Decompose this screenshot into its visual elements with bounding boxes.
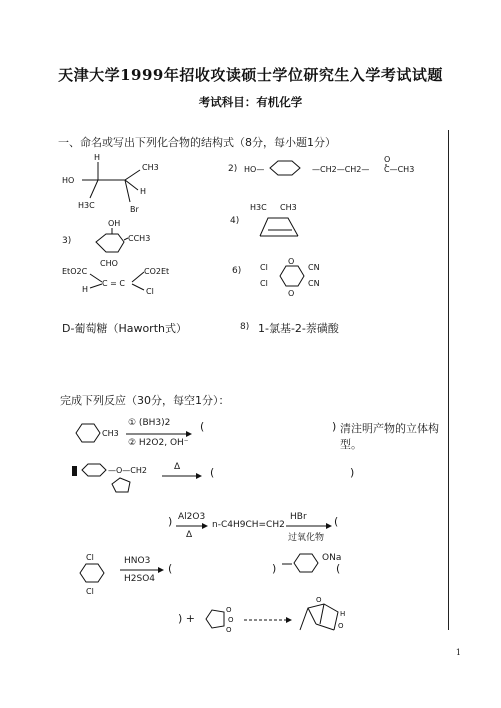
- reaction-3-reagent-d: HBr: [290, 512, 307, 522]
- reaction-1-reagent-a: ① (BH3)2: [128, 418, 171, 428]
- svg-text:CCH3: CCH3: [128, 234, 151, 243]
- reaction-4-blank: (: [168, 562, 173, 575]
- reaction-1-reactant: [72, 420, 122, 446]
- svg-text:H: H: [94, 153, 101, 162]
- reaction-5-open: ) +: [178, 612, 196, 625]
- reaction-3-open: ): [168, 515, 173, 528]
- margin-line: [448, 130, 449, 630]
- svg-text:CH3: CH3: [102, 429, 119, 438]
- reaction-3-reagent-b: Δ: [186, 530, 193, 540]
- section2-heading: 完成下列反应（30分，每空1分）：: [60, 394, 230, 407]
- reaction-2-reagent: Δ: [174, 462, 181, 472]
- svg-text:Cl: Cl: [260, 263, 268, 272]
- svg-text:HO—: HO—: [244, 165, 265, 174]
- svg-text:O: O: [228, 616, 234, 624]
- svg-text:Br: Br: [130, 205, 139, 214]
- reaction-3-arrow-2: [286, 522, 332, 530]
- svg-text:HO: HO: [62, 176, 75, 185]
- structure-6: [254, 256, 334, 296]
- item-2-number: 2): [228, 164, 238, 174]
- section1-heading: 一、命名或写出下列化合物的结构式（8分，每小题1分）: [58, 136, 336, 149]
- structure-2: [244, 156, 444, 182]
- svg-text:EtO2C: EtO2C: [62, 267, 88, 276]
- svg-text:H3C: H3C: [78, 201, 95, 210]
- reaction-4-reagent-a: HNO3: [124, 556, 151, 566]
- svg-text:O: O: [226, 626, 232, 634]
- reaction-5-dienophile: [200, 602, 240, 636]
- reaction-2-blank: (: [210, 466, 215, 479]
- svg-text:O: O: [288, 257, 295, 266]
- reaction-3-arrow-1: [176, 522, 208, 530]
- item-7-text: D-葡萄糖（Haworth式）: [62, 322, 187, 335]
- reaction-5-product: [294, 594, 354, 640]
- svg-text:O: O: [338, 622, 344, 630]
- item-8-number: 8): [240, 322, 250, 332]
- svg-text:—O—CH2: —O—CH2: [108, 466, 147, 475]
- svg-text:CHO: CHO: [100, 259, 118, 268]
- item-3-number: 3): [62, 236, 72, 246]
- svg-text:C = C: C = C: [102, 279, 125, 288]
- reaction-3-reagent-a: Al2O3: [178, 512, 206, 522]
- reaction-4-reagent-c: ONa: [322, 553, 342, 563]
- reaction-3-blank: (: [334, 515, 339, 528]
- svg-text:CH3: CH3: [280, 203, 297, 212]
- svg-text:CN: CN: [308, 279, 320, 288]
- structure-4: [248, 200, 318, 246]
- exam-title: 天津大学1999年招收攻读硕士学位研究生入学考试试题: [58, 66, 443, 84]
- reaction-4-arrow: [120, 566, 164, 574]
- svg-text:CH3: CH3: [142, 163, 159, 172]
- svg-text:O: O: [384, 155, 391, 164]
- reaction-1-blank: (: [200, 420, 205, 433]
- structure-1: [60, 150, 170, 215]
- reaction-1-reagent-b: ② H2O2, OH⁻: [128, 438, 189, 448]
- svg-text:H3C: H3C: [250, 203, 267, 212]
- reaction-3-reagent-e: 过氧化物: [288, 533, 325, 543]
- structure-5: [62, 262, 192, 300]
- reaction-2-reactant: [72, 458, 162, 494]
- reaction-3-intermediate: n-C4H9CH=CH2: [212, 520, 285, 530]
- reaction-1-blank-close: ): [332, 420, 337, 433]
- svg-text:O: O: [316, 596, 322, 604]
- svg-text:H: H: [140, 187, 147, 196]
- svg-text:Cl: Cl: [86, 553, 94, 562]
- svg-text:CO2Et: CO2Et: [144, 267, 170, 276]
- svg-text:O: O: [226, 606, 232, 614]
- reaction-4-blank-close: ): [272, 562, 277, 575]
- reaction-4-reactant: [70, 550, 110, 596]
- svg-text:—CH2—CH2—: —CH2—CH2—: [312, 165, 370, 174]
- svg-text:Cl: Cl: [86, 587, 94, 596]
- svg-text:CN: CN: [308, 263, 320, 272]
- item-8-text: 1-氯基-2-萘磺酸: [258, 322, 339, 335]
- section2-note: 清注明产物的立体构型。: [340, 422, 439, 451]
- svg-text:O: O: [288, 289, 295, 298]
- item-4-number: 4): [230, 216, 240, 226]
- reaction-4-reagent-b: H2SO4: [124, 574, 156, 584]
- reaction-5-arrow: [244, 616, 292, 624]
- svg-text:C—CH3: C—CH3: [384, 165, 415, 174]
- svg-text:H: H: [82, 285, 89, 294]
- svg-text:Cl: Cl: [260, 279, 268, 288]
- reaction-1-arrow: [126, 430, 192, 438]
- svg-text:H: H: [340, 610, 346, 618]
- page-number: 1: [455, 648, 461, 657]
- reaction-2-blank-close: ): [350, 466, 355, 479]
- item-6-number: 6): [232, 266, 242, 276]
- svg-text:Cl: Cl: [146, 287, 154, 296]
- reaction-2-arrow: [162, 472, 202, 480]
- reaction-4-blank-2: (: [336, 562, 341, 575]
- svg-text:OH: OH: [108, 219, 121, 228]
- exam-subject: 考试科目：有机化学: [198, 95, 303, 109]
